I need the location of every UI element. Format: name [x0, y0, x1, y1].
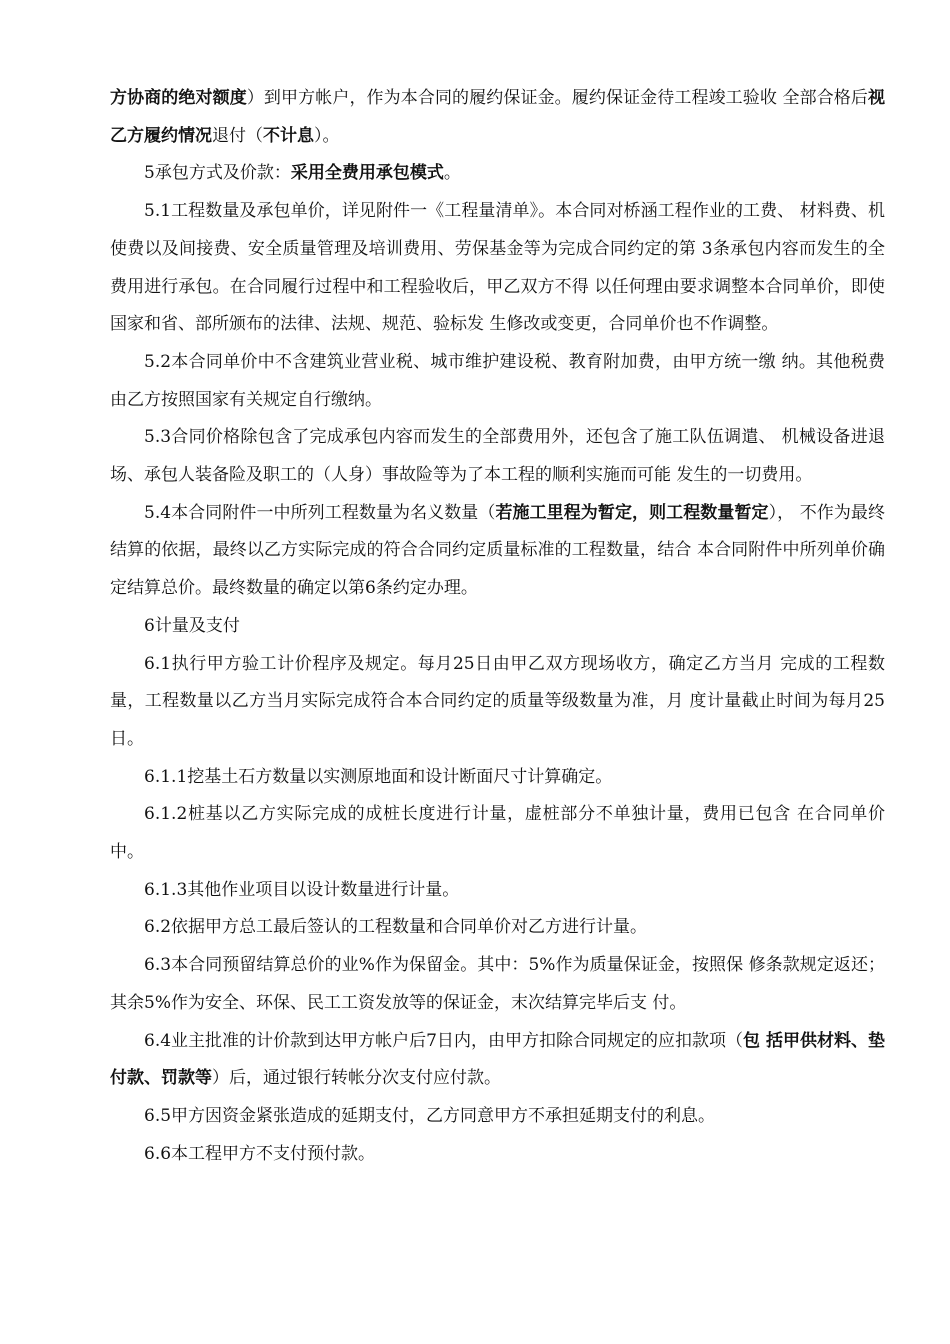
document-body — [110, 80, 885, 1173]
text-span: 包 括甲供材料、垫付款、罚款等 — [110, 1030, 885, 1089]
text-span: 方协商的绝对额度 — [110, 88, 247, 108]
clause-6-1-2 — [110, 796, 885, 871]
text-span: ）到甲方帐户，作为本合同的履约保证金。履约保证金待工程竣工验收 全部合格后 — [246, 88, 869, 108]
text-span: ）。 — [314, 125, 340, 146]
text-span: 6.4业主批准的计价款到达甲方帐户后7日内，由甲方扣除合同规定的应扣款项（ — [144, 1030, 744, 1051]
text-span: 视乙方履约情况 — [110, 88, 886, 146]
text-span: 6计量及支付 — [144, 615, 240, 636]
text-span: 5.3合同价格除包含了完成承包内容而发生的全部费用外，还包含了施工队伍调遣、 机械设备进退场、承包人装备险及职工的（人身）事故险等为了本工程的顺利实施而可能 发生的一切费用。 — [110, 427, 885, 486]
text-span: 5.2本合同单价中不含建筑业营业税、城市维护建设税、教育附加费，由甲方统一缴 纳。其他税费由乙方按照国家有关规定自行缴纳。 — [110, 351, 885, 410]
text-span: 6.1.3其他作业项目以设计数量进行计量。 — [144, 879, 460, 900]
text-span: 退付（ — [212, 125, 263, 146]
clause-5-1 — [110, 193, 885, 344]
section-heading-6 — [110, 608, 885, 646]
text-span: 。 — [443, 163, 461, 184]
text-span: 5承包方式及价款： — [144, 163, 291, 184]
clause-6-6 — [110, 1136, 885, 1174]
text-span: 若施工里程为暂定，则工程数量暂定 — [495, 502, 769, 523]
text-span: 6.2依据甲方总工最后签认的工程数量和合同单价对乙方进行计量。 — [144, 917, 648, 938]
text-span: 采用全费用承包模式 — [290, 163, 444, 184]
clause-5-2 — [110, 344, 885, 419]
text-span: 6.5甲方因资金紧张造成的延期支付，乙方同意甲方不承担延期支付的利息。 — [144, 1105, 716, 1126]
text-span: 5.4本合同附件一中所列工程数量为名义数量（ — [144, 502, 496, 523]
paragraph-deposit-return — [110, 80, 885, 155]
clause-6-5 — [110, 1098, 885, 1136]
text-span: 5.1工程数量及承包单价，详见附件一《工程量清单》。本合同对桥涵工程作业的工费、 材料费、机使费以及间接费、安全质量管理及培训费用、劳保基金等为完成合同约定的第 3条承包内容而发生的全费用进行承包。在合同履行过程中和工程验收后，甲乙双方不得 以任何理由要求调整本合同单价，即使国家和省、部所颁布的法律、法规、规范、验标发 生修改或变更，合同单价也不作调整。 — [110, 201, 886, 335]
text-span: ）后，通过银行转帐分次支付应付款。 — [212, 1068, 501, 1089]
text-span: 6.1执行甲方验工计价程序及规定。每月25日由甲乙双方现场收方，确定乙方当月 完成的工程数量，工程数量以乙方当月实际完成符合本合同约定的质量等级数量为准，月 度计量截止时间为每月25日。 — [110, 653, 885, 749]
text-span: 6.3本合同预留结算总价的业%作为保留金。其中：5%作为质量保证金，按照保 修条款规定返还；其余5%作为安全、环保、民工工资发放等的保证金，末次结算完毕后支 付。 — [110, 955, 885, 1013]
clause-5-3 — [110, 419, 885, 494]
clause-6-4 — [110, 1023, 885, 1098]
clause-6-1 — [110, 646, 885, 759]
text-span: 6.1.2桩基以乙方实际完成的成桩长度进行计量，虚桩部分不单独计量，费用已包含 在合同单价中。 — [110, 804, 885, 863]
text-span: 6.6本工程甲方不支付预付款。 — [144, 1143, 376, 1164]
clause-6-1-3 — [110, 872, 885, 910]
text-span: 不计息 — [263, 125, 314, 146]
clause-6-1-1 — [110, 759, 885, 797]
text-span: ）， 不作为最终结算的依据，最终以乙方实际完成的符合合同约定质量标准的工程数量，结合 本合同附件中所列单价确定结算总价。最终数量的确定以第6条约定办理。 — [110, 502, 885, 599]
text-span: 6.1.1挖基土石方数量以实测原地面和设计断面尺寸计算确定。 — [144, 766, 613, 787]
clause-6-3 — [110, 947, 885, 1022]
clause-5-4 — [110, 495, 885, 608]
clause-6-2 — [110, 909, 885, 947]
section-heading-5 — [110, 155, 885, 193]
